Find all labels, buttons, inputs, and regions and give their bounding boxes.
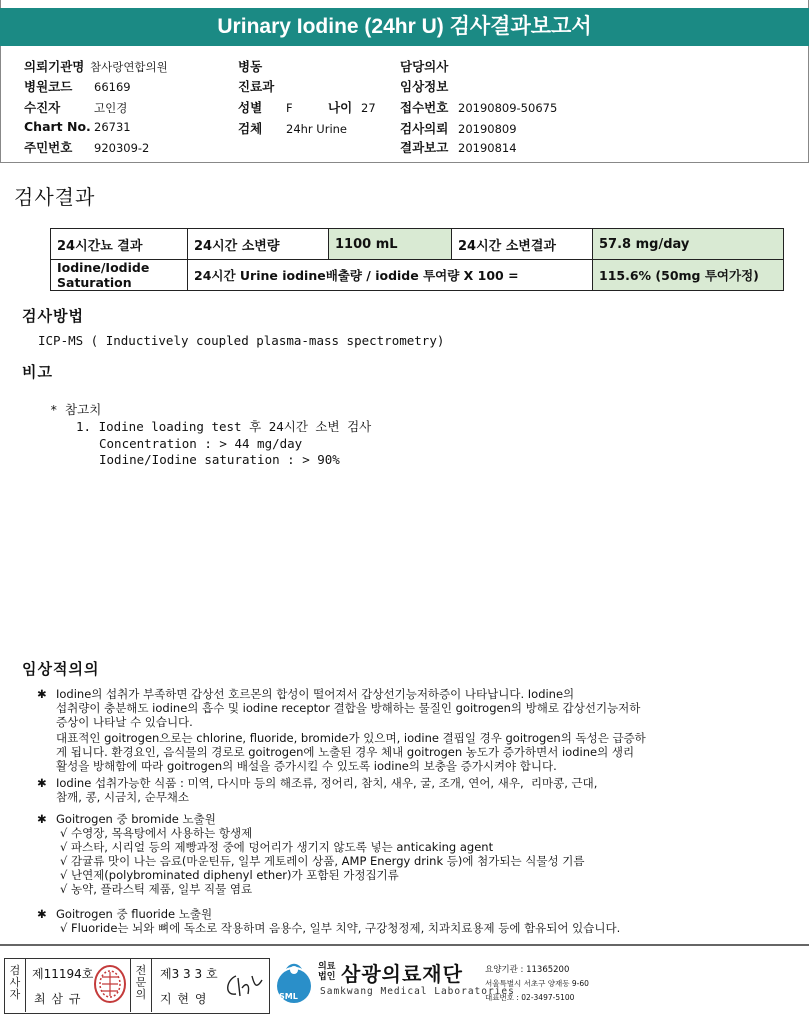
bullet-icon: ✱: [37, 687, 47, 701]
info-value: 26731: [94, 120, 131, 134]
footer-divider: [0, 944, 809, 946]
info-label: 의뢰기관명: [24, 59, 85, 74]
urine-result-value: 57.8 mg/day: [593, 229, 784, 260]
seal-icon: [92, 963, 128, 1005]
bullet-icon: ✱: [37, 812, 47, 826]
bromide-heading: Goitrogen 중 bromide 노출원: [56, 812, 216, 826]
clinical-title: 임상적의의: [22, 660, 100, 678]
table-cell: 24시간 소변결과: [452, 229, 593, 260]
urine-volume-value: 1100 mL: [329, 229, 452, 260]
bullet-icon: ✱: [37, 907, 47, 921]
info-col-1: [24, 57, 168, 158]
bullet-icon: ✱: [37, 776, 47, 790]
results-table: [50, 228, 784, 291]
age-label: 나이: [328, 100, 353, 115]
clinical-paragraph: 대표적인 goitrogen으로는 chlorine, fluoride, bromide가 있으며, iodine 결핍일 경우 goitrogen의 독성은 급증하 게 됩니다. 환경요인, 음식물의 경로로 goitrogen에 노출된 경우 체내 goitrogen 농도가 증가하면서 iodine의 생리 활성을 방해함에 따라 goitrogen의 배설을 증가시킬 수 있도록 iodine의 보충을 증가시켜야 합니다.: [56, 731, 646, 773]
info-label: 검사의뢰: [400, 121, 449, 136]
info-label: Chart No.: [24, 119, 91, 134]
inspector-label: 검사자: [9, 964, 21, 1001]
table-cell: 24시간 소변량: [188, 229, 329, 260]
info-label: 담당의사: [400, 59, 449, 74]
table-row: [51, 229, 784, 260]
clinical-paragraph: Iodine 섭취가능한 식품 : 미역, 다시마 등의 해조류, 정어리, 참치, 새우, 굴, 조개, 연어, 새우, 리마콩, 근대, 참깨, 콩, 시금치, 순무채소: [56, 776, 598, 804]
org-prefix: 의료법인: [318, 962, 336, 982]
logo-text: SML: [279, 992, 298, 1001]
clinical-paragraph: Iodine의 섭취가 부족하면 갑상선 호르몬의 합성이 떨어져서 갑상선기능저하증이 나타납니다. Iodine의 섭취량이 충분해도 iodine의 흡수 및 iodine receptor 결합을 방해하는 물질인 goitrogen의 방해로 갑상선기능저하 증상이 나타날 수 있습니다.: [56, 687, 641, 729]
info-label: 주민번호: [24, 140, 73, 155]
inspector-name: 최 삼 규: [34, 992, 82, 1006]
method-text: ICP-MS ( Inductively coupled plasma-mass spectrometry): [38, 333, 445, 348]
table-row: [51, 260, 784, 291]
results-section-title: 검사결과: [14, 185, 96, 209]
info-label: 접수번호: [400, 100, 449, 115]
info-label: 진료과: [238, 79, 275, 94]
info-label: 성별: [238, 100, 263, 115]
fluoride-heading: Goitrogen 중 fluoride 노출원: [56, 907, 213, 921]
reference-line: Iodine/Iodine saturation : > 90%: [99, 452, 340, 467]
info-value: 고인경: [94, 101, 128, 115]
info-label: 병동: [238, 59, 263, 74]
org-english-name: Samkwang Medical Laboratories: [320, 986, 515, 997]
info-label: 임상정보: [400, 79, 449, 94]
reference-heading: * 참고치: [50, 402, 102, 417]
info-value: 920309-2: [94, 141, 150, 155]
divider: [25, 958, 26, 1012]
org-address: 서울특별시 서초구 양재동 9-60: [485, 979, 589, 988]
info-value: 20190809-50675: [458, 101, 558, 115]
divider: [151, 958, 152, 1012]
info-value: 24hr Urine: [286, 122, 348, 136]
divider: [130, 958, 131, 1012]
inspector-license: 제11194호: [32, 967, 94, 981]
specialist-license: 제3 3 3 호: [160, 967, 218, 981]
info-value: F: [286, 101, 293, 115]
table-cell: 24시간뇨 결과: [51, 229, 188, 260]
info-col-3: [400, 57, 557, 158]
report-title: Urinary Iodine (24hr U) 검사결과보고서: [0, 8, 809, 46]
info-value: 20190814: [458, 141, 517, 155]
specialist-label: 전문의: [135, 964, 147, 1001]
specialist-name: 지 현 영: [160, 992, 208, 1006]
info-label: 수진자: [24, 100, 61, 115]
info-value: 66169: [94, 80, 131, 94]
table-cell: Iodine/Iodide Saturation: [51, 260, 188, 291]
info-label: 검체: [238, 121, 263, 136]
reference-line: Concentration : > 44 mg/day: [99, 436, 303, 451]
reference-line: 1. Iodine loading test 후 24시간 소변 검사: [76, 419, 372, 434]
info-value: 20190809: [458, 122, 517, 136]
saturation-value: 115.6% (50mg 투여가정): [593, 260, 784, 291]
info-label: 병원코드: [24, 79, 73, 94]
remarks-title: 비고: [22, 363, 53, 381]
age-value: 27: [361, 101, 376, 115]
bromide-list: √ 수영장, 목욕탕에서 사용하는 항생제 √ 파스타, 시리얼 등의 제빵과정 중에 덩어리가 생기지 않도록 넣는 anticaking agent √ 감귤류 맛이 나는 음료(마운틴듀, 일부 게토레이 상품, AMP Energy drink 등)에 첨가되는 식물성 기름 √ 난연제(polybrominated diphenyl ether)가 포함된 가정집기류 √ 농약, 플라스틱 제품, 일부 직물 염료: [60, 826, 585, 896]
info-col-2: [238, 57, 376, 138]
fluoride-text: √ Fluoride는 뇌와 뼈에 독소로 작용하며 음용수, 일부 치약, 구강청정제, 치과치료용제 등에 함유되어 있습니다.: [60, 921, 621, 935]
method-title: 검사방법: [22, 307, 84, 325]
org-phone: 대표번호 : 02-3497-5100: [485, 993, 575, 1002]
info-value: 참사랑연합의원: [90, 60, 168, 74]
signature-icon: [222, 970, 264, 1002]
info-label: 결과보고: [400, 140, 449, 155]
org-code: 요양기관 : 11365200: [485, 965, 570, 975]
table-cell: 24시간 Urine iodine배출량 / iodide 투여량 X 100 =: [188, 260, 593, 291]
org-name: 삼광의료재단: [341, 962, 463, 986]
